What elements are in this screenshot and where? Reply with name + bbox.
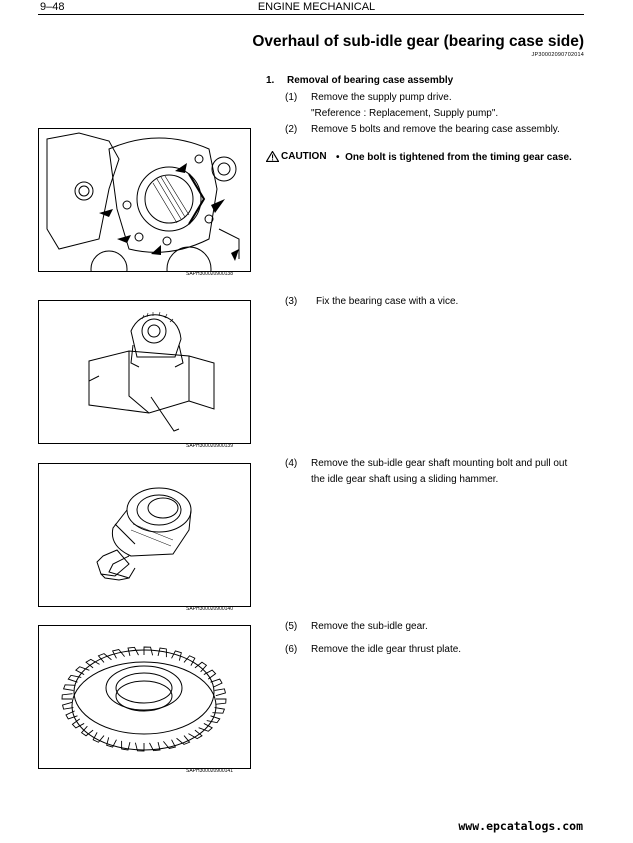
footer-url[interactable]: www.epcatalogs.com: [458, 819, 583, 833]
figure-caption: SAPH300020900140: [186, 606, 233, 612]
gear-tooth: [177, 736, 190, 745]
substep-number: (1): [285, 92, 298, 103]
page-number: 9–48: [40, 1, 65, 13]
gear-tooth: [212, 708, 224, 714]
gear-tooth: [144, 647, 153, 655]
gear-tooth: [215, 689, 226, 696]
gear-tooth: [188, 730, 202, 738]
substep-number: (5): [285, 621, 298, 632]
bearing-case-in-vice-illustration: [39, 301, 250, 443]
gear-tooth: [62, 694, 73, 699]
substep-text: Remove 5 bolts and remove the bearing case assembly.: [311, 124, 560, 135]
gear-tooth: [199, 723, 213, 731]
caution-bullet: •: [336, 152, 340, 163]
gear-tooth: [93, 732, 104, 742]
gear-tooth: [66, 711, 78, 719]
substep-text: Remove the sub-idle gear shaft mounting bolt and pull out: [311, 458, 568, 469]
substep-number: (2): [285, 124, 298, 135]
substep-number: (6): [285, 644, 298, 655]
caution-text: [336, 150, 576, 166]
substep-text: Remove the idle gear thrust plate.: [311, 644, 462, 655]
figure-caption: SAPH300020900141: [186, 768, 233, 774]
figure-caption: SAPH300020900139: [186, 443, 233, 449]
page-title: Overhaul of sub-idle gear (bearing case side): [252, 33, 584, 50]
gear-tooth: [215, 699, 226, 704]
caution-body: One bolt is tightened from the timing gear case.: [345, 152, 572, 163]
substep-text: the idle gear shaft using a sliding hammer.: [311, 474, 499, 485]
substep-text: "Reference : Replacement, Supply pump".: [311, 108, 499, 119]
figure-bearing-case-in-vice: [38, 300, 251, 444]
gear-tooth: [184, 656, 195, 666]
warning-triangle-icon: [266, 151, 279, 162]
substep-text: Remove the supply pump drive.: [311, 92, 452, 103]
gear-tooth: [113, 650, 125, 659]
figure-bearing-case-on-engine: [38, 128, 251, 272]
substep-text: Fix the bearing case with a vice.: [316, 296, 459, 307]
gear-tooth: [128, 647, 139, 655]
step-heading: [266, 75, 453, 86]
gear-tooth: [82, 726, 94, 736]
gear-tooth: [76, 667, 90, 675]
bearing-case-on-engine-illustration: [39, 129, 250, 271]
figure-caption: SAPH300020900138: [186, 271, 233, 277]
substep-text: Remove the sub-idle gear.: [311, 621, 428, 632]
substep-number: (3): [285, 296, 298, 307]
gear-teeth: [62, 647, 226, 751]
figure-idle-gear-shaft: [38, 463, 251, 607]
header-rule: [38, 14, 584, 15]
gear-tooth: [158, 648, 166, 657]
step-number: 1.: [266, 75, 275, 86]
figure-sub-idle-gear: [38, 625, 251, 769]
step-heading-text: Removal of bearing case assembly: [287, 75, 454, 86]
sub-idle-gear-illustration: [39, 626, 250, 768]
caution-label: CAUTION: [281, 151, 327, 162]
substep-number: (4): [285, 458, 298, 469]
idle-gear-shaft-illustration: [39, 464, 250, 606]
caution-label-group: [266, 151, 327, 162]
section-name: ENGINE MECHANICAL: [257, 1, 376, 13]
gear-tooth: [72, 719, 84, 728]
document-id: JP30002090702014: [531, 52, 584, 58]
